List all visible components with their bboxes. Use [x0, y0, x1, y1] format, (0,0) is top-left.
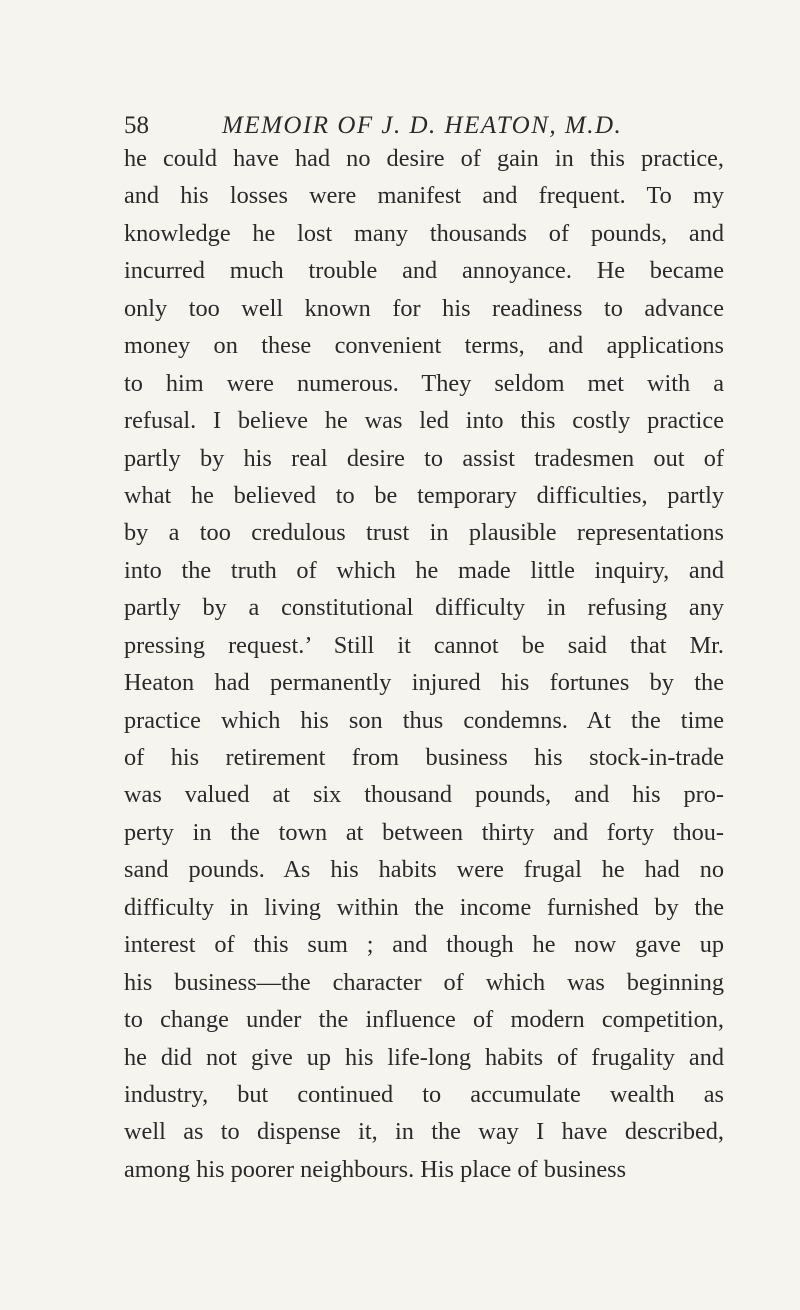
- text-line: well as to dispense it, in the way I have described,: [124, 1118, 724, 1146]
- text-line: into the truth of which he made little inquiry, and: [124, 556, 724, 584]
- text-line: partly by a constitutional difficulty in refusing any: [124, 594, 724, 622]
- text-line: among his poorer neighbours. His place of business: [124, 1155, 627, 1183]
- text-line: practice which his son thus condemns. At the time: [124, 706, 724, 734]
- text-line: sand pounds. As his habits were frugal he had no: [124, 856, 724, 884]
- text-line: he did not give up his life-long habits of frugality and: [124, 1043, 724, 1071]
- text-line: partly by his real desire to assist tradesmen out of: [124, 444, 724, 472]
- text-line: money on these convenient terms, and applications: [124, 332, 724, 360]
- text-line: refusal. I believe he was led into this costly practice: [124, 407, 724, 435]
- text-line: incurred much trouble and annoyance. He became: [124, 257, 724, 285]
- text-line: what he believed to be temporary difficulties, partly: [124, 481, 724, 509]
- text-line: he could have had no desire of gain in this practice,: [124, 145, 724, 172]
- text-line: difficulty in living within the income furnished by the: [124, 893, 724, 921]
- text-line: perty in the town at between thirty and forty thou-: [124, 818, 724, 846]
- running-title: MEMOIR OF J. D. HEATON, M.D.: [222, 112, 623, 139]
- text-line: to change under the influence of modern competition,: [124, 1006, 724, 1034]
- text-line: and his losses were manifest and frequent. To my: [124, 182, 724, 210]
- text-line: pressing request.’ Still it cannot be said that Mr.: [124, 631, 724, 659]
- text-line: of his retirement from business his stock-in-trade: [124, 744, 724, 771]
- text-line: Heaton had permanently injured his fortunes by the: [124, 669, 724, 697]
- text-line: only too well known for his readiness to advance: [124, 294, 724, 322]
- text-line: his business—the character of which was beginning: [124, 968, 724, 996]
- page-number: 58: [124, 112, 149, 139]
- body-text: [124, 140, 724, 1188]
- text-line: by a too credulous trust in plausible representations: [124, 519, 724, 547]
- text-line: knowledge he lost many thousands of pounds, and: [124, 219, 724, 247]
- text-line: industry, but continued to accumulate wealth as: [124, 1080, 724, 1108]
- text-line: was valued at six thousand pounds, and his pro-: [124, 781, 724, 809]
- text-line: to him were numerous. They seldom met with a: [124, 369, 724, 397]
- text-line: interest of this sum ; and though he now gave up: [124, 931, 724, 959]
